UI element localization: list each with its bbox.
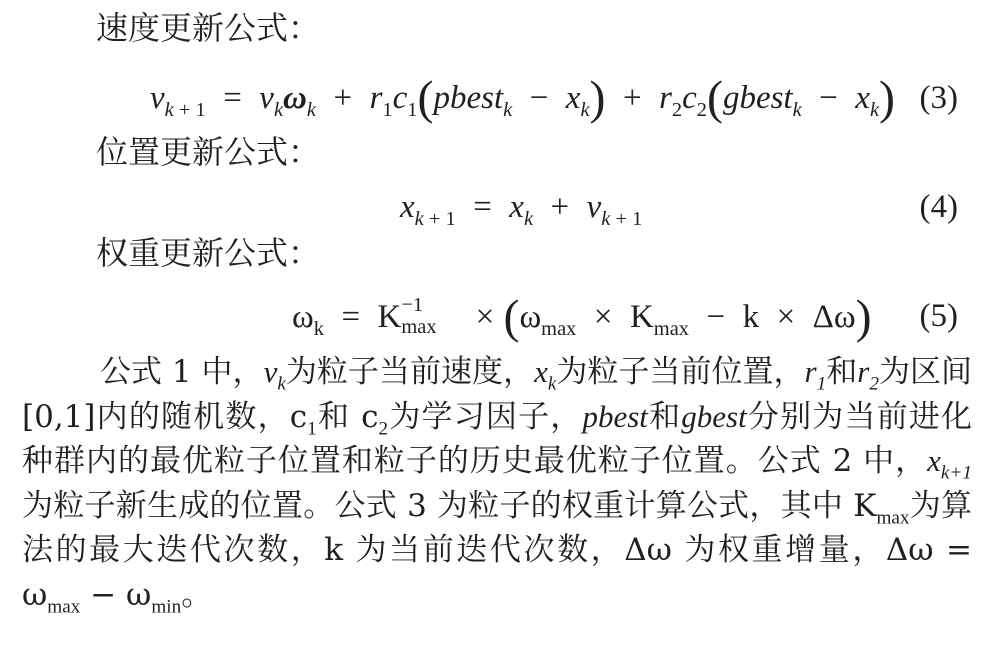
equation-5-number: (5) <box>919 298 958 334</box>
equation-4-number: (4) <box>919 189 958 225</box>
equation-3-body: $v_k$ $_{+ 1} = v_k\omega_k$ + $r_1c_1(pbest_k - x_k)$ + $r_2c_2(gbest_k - x_k)$ <box>150 71 895 125</box>
position-heading: 位置更新公式： <box>96 133 321 171</box>
velocity-heading: 速度更新公式： <box>96 9 321 47</box>
equation-4-body: $x_k$ $_{+ 1} = x_k + v_k$ $_{+ 1}$ <box>400 189 643 230</box>
weight-heading: 权重更新公式： <box>96 234 321 272</box>
explanation-paragraph: 公式 1 中，$v_k$为粒子当前速度，$x_k$为粒子当前位置，$r_1$和$r_2$为区间[0,1]内的随机数，$c_1$和 $c_2$为学习因子，pbest和gbest分别为当前进化种群内的最优粒子位置和粒子的历史最优粒子位置。公式 2 中，$x_{k+1}$为粒子新生成的位置。公式 3 为粒子的权重计算公式，其中 $K_{max}$为算法的最大迭代次数，k 为当前迭代次数，Δω 为权重增量，$\Delta\omega = \omega_{max} - \omega_{min}$。 <box>22 354 973 617</box>
equation-5-body: $\omega_k = K$ −1 max × $(\omega_{max} \times K_{max} - k \times \Delta\omega)$ <box>292 290 872 344</box>
equation-3-number: (3) <box>919 80 958 116</box>
